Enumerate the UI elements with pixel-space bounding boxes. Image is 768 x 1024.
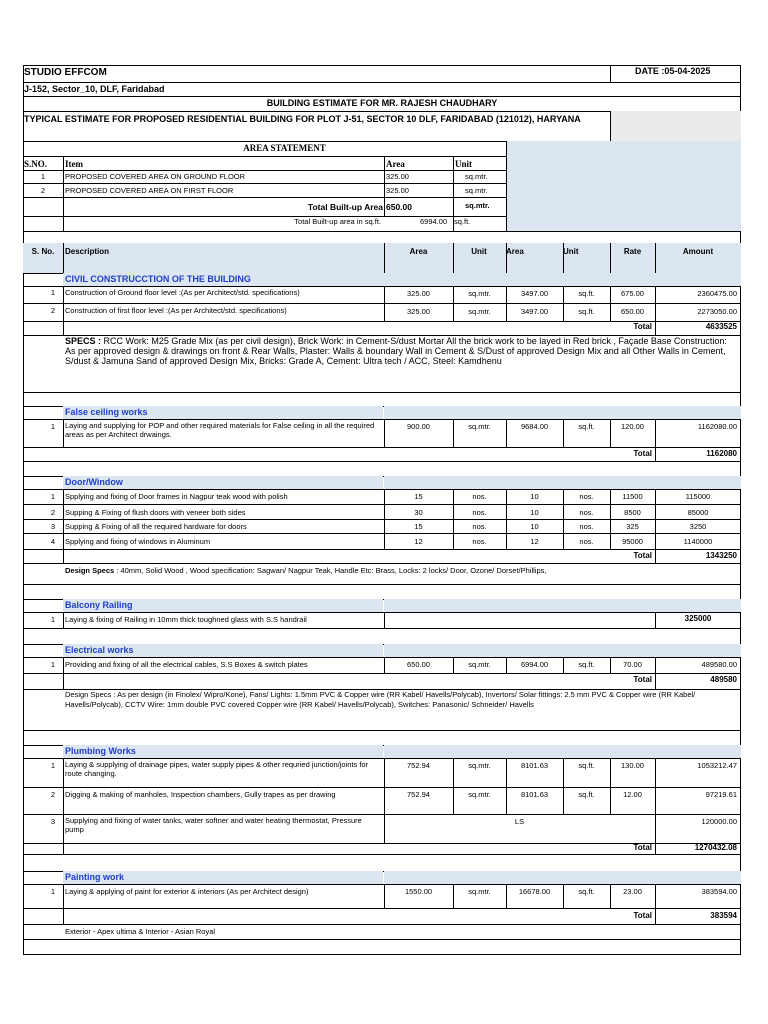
civil-row-sno: 1 bbox=[50, 288, 55, 297]
plumb-row-unit: sq.mtr. bbox=[468, 790, 491, 799]
paint-row-unit: sq.mtr. bbox=[468, 887, 491, 896]
elec-total: 489580 bbox=[710, 675, 737, 684]
paint-row-desc: Laying & applying of paint for exterior & interiors (As per Architect design) bbox=[65, 887, 309, 896]
builtup-sqft-label: Total Built-up area in sq.ft. bbox=[294, 217, 381, 226]
dw-row-desc: Supping & Fixing of all the required hardware for doors bbox=[65, 522, 247, 531]
dw-row-amount: 115000 bbox=[685, 492, 711, 501]
civil-total-label: Total bbox=[633, 322, 652, 331]
estimate-title: BUILDING ESTIMATE FOR MR. RAJESH CHAUDHARY bbox=[266, 98, 498, 108]
civil-row-rate: 675.00 bbox=[621, 289, 644, 298]
paint-row-unit2: sq.ft. bbox=[578, 887, 595, 896]
dw-row-unit2: nos. bbox=[579, 508, 594, 517]
fc-row-amount: 1162080.00 bbox=[697, 422, 737, 431]
plumb-row-desc: Laying & supplying of drainage pipes, water supply pipes & other requried junction/joints for route changing. bbox=[65, 760, 369, 778]
elec-row-unit2: sq.ft. bbox=[578, 660, 595, 669]
elec-row-area2: 6994.00 bbox=[520, 660, 549, 669]
company-name: STUDIO EFFCOM bbox=[24, 67, 107, 78]
dw-row-amount: 85000 bbox=[687, 508, 709, 517]
plumb-row-sno: 3 bbox=[50, 817, 55, 826]
date-label: DATE :05-04-2025 bbox=[635, 66, 711, 76]
fc-row-area2: 9684.00 bbox=[520, 422, 549, 431]
plumb-row-sno: 1 bbox=[50, 761, 55, 770]
plumb-row-desc: Supplying and fixing of water tanks, water softner and water heating thermostat, Pressure pump bbox=[65, 816, 362, 834]
plumb-row-desc: Digging & making of manholes, Inspection chambers, Gully trapes as per drawing bbox=[65, 790, 336, 799]
section-painting-title: Painting work bbox=[63, 871, 383, 884]
elec-total-label: Total bbox=[633, 675, 652, 684]
plumb-row-sno: 2 bbox=[50, 790, 55, 799]
col-unit-sqft: Unit bbox=[563, 247, 579, 256]
estimate-subtitle: TYPICAL ESTIMATE FOR PROPOSED RESIDENTIAL BUILDING FOR PLOT J-51, SECTOR 10 DLF, FARIDABAD (121012), HARYANA bbox=[24, 114, 581, 124]
as-header-unit: Unit bbox=[455, 159, 473, 169]
fc-row-rate: 120.00 bbox=[621, 422, 644, 431]
as-row-sno: 1 bbox=[40, 172, 46, 181]
plumb-row-area: 752.94 bbox=[407, 790, 430, 799]
dw-row-area: 15 bbox=[414, 492, 423, 501]
paint-row-area: 1550.00 bbox=[404, 887, 433, 896]
fc-row-desc: Laying and supplying for POP and other required materials for False ceiling in all the required areas as per Architect drwaings. bbox=[65, 421, 375, 439]
builtup-sqft-unit: sq.ft. bbox=[454, 217, 471, 226]
dw-row-area2: 10 bbox=[530, 522, 539, 531]
plumb-total-label: Total bbox=[633, 843, 652, 852]
civil-row-sno: 2 bbox=[50, 306, 55, 315]
col-unit: Unit bbox=[471, 247, 487, 256]
civil-row-area: 325.00 bbox=[407, 289, 430, 298]
fc-total-label: Total bbox=[633, 449, 652, 458]
civil-row-unit2: sq.ft. bbox=[578, 289, 595, 298]
dw-row-unit2: nos. bbox=[579, 537, 594, 546]
plumb-row-rate: 12.00 bbox=[623, 790, 642, 799]
section-plumbing-title: Plumbing Works bbox=[63, 745, 383, 758]
elec-row-rate: 70.00 bbox=[623, 660, 642, 669]
dw-row-rate: 8500 bbox=[624, 508, 641, 517]
dw-row-area: 30 bbox=[414, 508, 423, 517]
dw-row-unit: nos. bbox=[472, 522, 487, 531]
as-row-area: 325.00 bbox=[386, 186, 409, 195]
section-false-ceiling-title: False ceiling works bbox=[63, 406, 383, 419]
col-amount: Amount bbox=[682, 247, 714, 256]
dw-row-desc: Supping & Fixing of flush doors with veneer both sides bbox=[65, 508, 246, 517]
balcony-row-sno: 1 bbox=[50, 615, 55, 624]
dw-row-desc: Spplying and fixing of windows in Aluminum bbox=[65, 537, 211, 546]
civil-row-area2: 3497.00 bbox=[520, 289, 549, 298]
dw-row-area2: 12 bbox=[530, 537, 539, 546]
fc-total: 1162080 bbox=[706, 449, 737, 458]
col-sno: S. No. bbox=[31, 247, 55, 256]
elec-row-area: 650.00 bbox=[407, 660, 430, 669]
plumb-row-ls: LS bbox=[514, 817, 525, 826]
dw-row-amount: 3250 bbox=[689, 522, 707, 531]
balcony-row-desc: Laying & fixing of Railing in 10mm thick toughned glass with S.S handrail bbox=[65, 615, 307, 624]
civil-specs-label: SPECS : bbox=[65, 336, 102, 346]
dw-total: 1343250 bbox=[705, 551, 737, 560]
as-row-area: 325.00 bbox=[386, 172, 409, 181]
as-header-sno: S.NO. bbox=[24, 159, 48, 169]
elec-row-desc: Providing and fixing of all the electrical cables, S.S Boxes & switch plates bbox=[65, 660, 308, 669]
dw-row-sno: 2 bbox=[50, 508, 55, 517]
col-description: Description bbox=[65, 247, 110, 256]
civil-row-amount: 2360475.00 bbox=[697, 289, 737, 298]
civil-row-rate: 650.00 bbox=[621, 307, 644, 316]
dw-row-sno: 1 bbox=[50, 492, 55, 501]
plumb-row-area2: 8101.63 bbox=[520, 790, 549, 799]
dw-row-unit: nos. bbox=[472, 492, 487, 501]
civil-row-area: 325.00 bbox=[407, 307, 430, 316]
dw-row-unit: nos. bbox=[472, 508, 487, 517]
dw-row-rate: 95000 bbox=[622, 537, 643, 546]
plumb-row-amount: 120000.00 bbox=[701, 817, 737, 826]
elec-row-amount: 489580.00 bbox=[701, 660, 737, 669]
plumb-row-amount: 1053212.47 bbox=[697, 761, 737, 770]
section-door-window-title: Door/Window bbox=[63, 476, 383, 489]
fc-row-area: 900.00 bbox=[407, 422, 430, 431]
plumb-row-unit2: sq.ft. bbox=[578, 761, 595, 770]
civil-row-area2: 3497.00 bbox=[520, 307, 549, 316]
dw-row-unit2: nos. bbox=[579, 492, 594, 501]
section-electrical-title: Electrical works bbox=[63, 644, 383, 657]
paint-total-label: Total bbox=[633, 911, 652, 920]
paint-row-amount: 383594.00 bbox=[701, 887, 737, 896]
builtup-sqft-value: 6994.00 bbox=[420, 217, 448, 226]
fc-row-unit2: sq.ft. bbox=[578, 422, 595, 431]
plumb-total: 1270432.08 bbox=[694, 843, 737, 852]
dw-row-area2: 10 bbox=[530, 508, 539, 517]
dw-row-area: 15 bbox=[414, 522, 423, 531]
dw-row-amount: 1140000 bbox=[683, 537, 713, 546]
total-builtup-unit: sq.mtr. bbox=[465, 201, 490, 210]
fc-row-unit: sq.mtr. bbox=[468, 422, 491, 431]
estimate-sheet bbox=[23, 65, 741, 955]
elec-row-sno: 1 bbox=[50, 660, 55, 669]
fc-row-sno: 1 bbox=[50, 422, 55, 431]
civil-row-unit2: sq.ft. bbox=[578, 307, 595, 316]
dw-row-sno: 4 bbox=[50, 537, 55, 546]
col-area: Area bbox=[409, 247, 428, 256]
section-balcony-title: Balcony Railing bbox=[63, 599, 383, 612]
paint-row-area2: 16678.00 bbox=[518, 887, 551, 896]
civil-row-desc: Construction of first floor level :(As per Architect/std. specifications) bbox=[65, 306, 287, 315]
as-row-sno: 2 bbox=[40, 186, 46, 195]
elec-row-unit: sq.mtr. bbox=[468, 660, 491, 669]
dw-specs-label: Design Specs bbox=[65, 566, 115, 575]
dw-row-rate: 325 bbox=[626, 522, 639, 531]
plumb-row-area2: 8101.63 bbox=[520, 761, 549, 770]
divider bbox=[610, 65, 611, 82]
total-builtup-label: Total Built-up Area bbox=[307, 202, 383, 212]
dw-specs bbox=[65, 566, 546, 576]
civil-specs-text: RCC Work: M25 Grade Mix (as per civil design), Brick Work: in Cement-S/dust Mortar All the brick work to be layed in Red brick , Façade Base Construction: As per approved design & drawings on front & Rear Walls, Plaster: Walls & boundary Wall in Cement & S/Dust of approved Design Mix and all Other Walls in Cement, S/dust & Jamuna Sand of approved Design Mix, Bricks: Grade A, Cement: Ultra tech / ACC, Steel: Kamdhenu bbox=[65, 336, 727, 366]
civil-row-unit: sq.mtr. bbox=[468, 307, 491, 316]
civil-row-amount: 2273050.00 bbox=[697, 307, 737, 316]
balcony-row-amount: 325000 bbox=[684, 614, 712, 623]
dw-row-area: 12 bbox=[414, 537, 423, 546]
plumb-row-unit: sq.mtr. bbox=[468, 761, 491, 770]
paint-row-sno: 1 bbox=[50, 887, 55, 896]
civil-specs bbox=[65, 336, 737, 366]
as-header-area: Area bbox=[386, 159, 405, 169]
dw-specs-text: : 40mm, Solid Wood , Wood specification: Sagwan/ Nagpur Teak, Handle Etc: Brass, Locks: 2 locks/ Door, Ozone/ Dorset/Phillips, bbox=[114, 566, 547, 575]
as-row-unit: sq.mtr. bbox=[465, 172, 488, 181]
dw-row-area2: 10 bbox=[530, 492, 539, 501]
as-row-unit: sq.mtr. bbox=[465, 186, 488, 195]
dw-row-sno: 3 bbox=[50, 522, 55, 531]
plumb-row-unit2: sq.ft. bbox=[578, 790, 595, 799]
as-header-item: Item bbox=[65, 159, 83, 169]
col-area-sqft: Area bbox=[506, 247, 524, 256]
as-row-item: PROPOSED COVERED AREA ON FIRST FLOOR bbox=[65, 186, 234, 195]
total-builtup-area: 650.00 bbox=[386, 202, 412, 212]
civil-row-unit: sq.mtr. bbox=[468, 289, 491, 298]
civil-total: 4633525 bbox=[705, 322, 737, 331]
paint-total: 383594 bbox=[710, 911, 737, 920]
plumb-row-rate: 130.00 bbox=[621, 761, 644, 770]
dw-row-desc: Spplying and fixing of Door frames in Nagpur teak wood with polish bbox=[65, 492, 288, 501]
dw-row-unit2: nos. bbox=[579, 522, 594, 531]
dw-row-unit: nos. bbox=[472, 537, 487, 546]
civil-row-desc: Construction of Ground floor level :(As per Architect/std. specifications) bbox=[65, 288, 300, 297]
elec-specs: Design Specs : As per design (in Finolex/ Wipro/Kone), Fans/ Lights: 1.5mm PVC & Copper wire (RR Kabel/ Havells/Polycab), Invertors/ Solar fittings: 2.5 mm PVC & Copper wire (RR Kabel/ Havells/Polycab), CCTV Wire: 1mm double PVC covered Copper wire (RR Kabel/ Havells/Polycab), Switches: Panasonic/ Schneider/ Havells bbox=[65, 690, 696, 709]
area-statement-title: AREA STATEMENT bbox=[243, 143, 326, 153]
plumb-row-area: 752.94 bbox=[407, 761, 430, 770]
dw-total-label: Total bbox=[633, 551, 652, 560]
col-rate: Rate bbox=[623, 247, 642, 256]
paint-note: Exterior - Apex ultima & Interior - Asian Royal bbox=[65, 927, 216, 936]
dw-row-rate: 11500 bbox=[622, 492, 643, 501]
paint-row-rate: 23.00 bbox=[623, 887, 642, 896]
as-row-item: PROPOSED COVERED AREA ON GROUND FLOOR bbox=[65, 172, 246, 181]
plumb-row-amount: 97219.61 bbox=[705, 790, 737, 799]
section-civil-title: CIVIL CONSTRUCCTION OF THE BUILDING bbox=[63, 273, 741, 286]
company-address: J-152, Sector_10, DLF, Faridabad bbox=[24, 84, 165, 94]
